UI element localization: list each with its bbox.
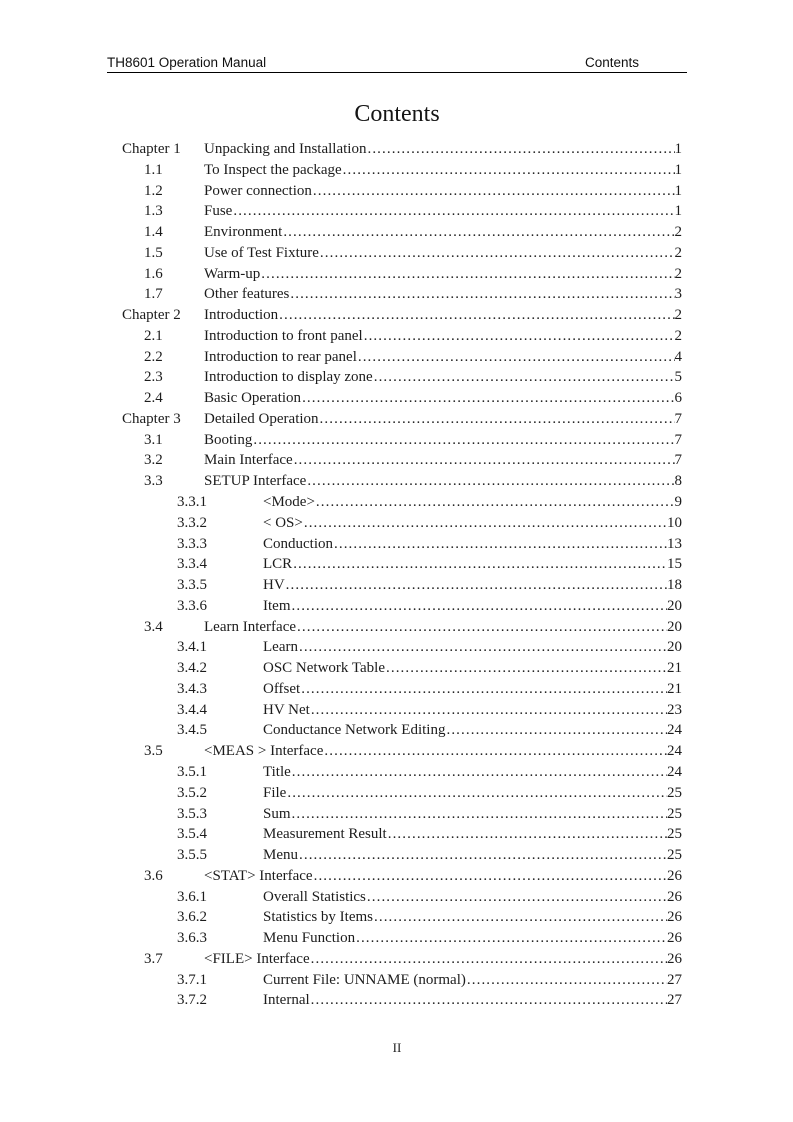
toc-entry-page: 26 <box>667 930 682 947</box>
header-rule <box>107 72 687 73</box>
toc-entry-title: Menu <box>263 847 298 864</box>
page-footer <box>107 1039 687 1056</box>
toc-entry-number: 3.6.3 <box>177 930 207 947</box>
toc-leader-dots <box>367 139 674 160</box>
toc-entry-page: 25 <box>667 826 682 843</box>
toc-entry-page: 26 <box>667 909 682 926</box>
toc-entry[interactable] <box>107 513 682 534</box>
toc-entry-title: Unpacking and Installation <box>204 141 367 157</box>
toc-leader-dots <box>290 284 674 305</box>
toc-leader-dots <box>307 471 674 492</box>
toc-leader-dots <box>320 243 675 264</box>
toc-entry-page: 6 <box>674 390 682 407</box>
toc-entry[interactable] <box>107 243 682 264</box>
toc-leader-dots <box>293 554 667 575</box>
toc-entry-title: Learn <box>263 639 298 656</box>
toc-entry[interactable] <box>107 949 682 970</box>
toc-entry-title: Main Interface <box>204 452 293 469</box>
toc-entry-page: 24 <box>667 722 682 739</box>
toc-entry-title: Measurement Result <box>263 826 387 843</box>
toc-entry-page: 7 <box>674 431 682 448</box>
toc-leader-dots <box>292 596 668 617</box>
toc-entry-title: Introduction to front panel <box>204 327 363 344</box>
toc-entry-title: Offset <box>263 680 301 697</box>
toc-entry-number: 3.5.3 <box>177 805 207 822</box>
toc-leader-dots <box>334 534 667 555</box>
toc-entry-page: 1 <box>674 141 682 157</box>
toc-entry-title: HV Net <box>263 701 310 718</box>
toc-entry-page: 25 <box>667 784 682 801</box>
toc-leader-dots <box>316 492 675 513</box>
toc-entry-number: 1.5 <box>144 244 163 261</box>
toc-entry-title: Internal <box>263 992 310 1009</box>
toc-entry-page: 24 <box>667 763 682 780</box>
toc-leader-dots <box>356 928 667 949</box>
toc-entry[interactable] <box>107 409 682 430</box>
toc-entry-title: Conductance Network Editing <box>263 722 446 739</box>
toc-entry[interactable] <box>107 741 682 762</box>
toc-entry-number: 3.4.4 <box>177 701 207 718</box>
toc-entry-title: <FILE> Interface <box>204 950 310 967</box>
toc-entry-number: 3.5 <box>144 743 163 760</box>
toc-entry[interactable] <box>107 367 682 388</box>
toc-entry-page: 25 <box>667 805 682 822</box>
toc-entry[interactable] <box>107 700 682 721</box>
toc-entry[interactable] <box>107 783 682 804</box>
toc-entry-title: To Inspect the package <box>204 161 342 178</box>
toc-entry[interactable] <box>107 887 682 908</box>
toc-leader-dots <box>374 367 675 388</box>
toc-entry-number: 3.3.3 <box>177 535 207 552</box>
toc-entry-title: Learn Interface <box>204 618 297 635</box>
toc-leader-dots <box>374 907 667 928</box>
toc-entry-title: Overall Statistics <box>263 888 366 905</box>
toc-entry[interactable] <box>107 575 682 596</box>
toc-entry-number: 3.4.2 <box>177 660 207 677</box>
toc-entry-page: 3 <box>674 286 682 303</box>
toc-entry-number: 3.3.4 <box>177 556 207 573</box>
toc-page-title: Contents <box>354 101 440 127</box>
toc-entry-page: 20 <box>667 639 682 656</box>
toc-entry-title: <MEAS > Interface <box>204 743 324 760</box>
toc-entry-title: Booting <box>204 431 253 448</box>
toc-entry-number: 1.6 <box>144 265 163 282</box>
toc-entry-page: 20 <box>667 618 682 635</box>
toc-entry[interactable] <box>107 222 682 243</box>
toc-entry[interactable] <box>107 264 682 285</box>
toc-entry-title: Current File: UNNAME (normal) <box>263 971 466 988</box>
toc-entry[interactable] <box>107 658 682 679</box>
toc-entry-title: Conduction <box>263 535 333 552</box>
toc-entry[interactable] <box>107 160 682 181</box>
toc-entry-title: Sum <box>263 805 291 822</box>
toc-leader-dots <box>311 949 667 970</box>
toc-entry-page: 23 <box>667 701 682 718</box>
toc-entry[interactable] <box>107 305 682 326</box>
toc-entry-page: 24 <box>667 743 682 760</box>
toc-leader-dots <box>299 845 667 866</box>
toc-entry[interactable] <box>107 388 682 409</box>
toc-entry-number: 3.7.2 <box>177 992 207 1009</box>
toc-entry-title: <STAT> Interface <box>204 867 313 884</box>
toc-entry-page: 2 <box>674 327 682 344</box>
toc-leader-dots <box>320 409 675 430</box>
toc-leader-dots <box>302 388 674 409</box>
toc-entry-page: 25 <box>667 847 682 864</box>
toc-entry-page: 7 <box>674 452 682 469</box>
toc-entry-number: 3.4.1 <box>177 639 207 656</box>
toc-leader-dots <box>283 222 674 243</box>
toc-leader-dots <box>261 264 674 285</box>
toc-entry-number: 3.1 <box>144 431 163 448</box>
toc-entry-page: 27 <box>667 992 682 1009</box>
toc-leader-dots <box>388 824 667 845</box>
toc-entry-page: 2 <box>674 244 682 261</box>
toc-leader-dots <box>286 575 667 596</box>
toc-leader-dots <box>279 305 674 326</box>
toc-entry-page: 21 <box>667 680 682 697</box>
toc-entry[interactable] <box>107 907 682 928</box>
toc-entry[interactable] <box>107 181 682 202</box>
toc-entry-page: 1 <box>674 161 682 178</box>
toc-entry-number: 3.7 <box>144 950 163 967</box>
toc-list <box>107 139 682 1011</box>
toc-entry[interactable] <box>107 284 682 305</box>
toc-entry-number: 3.5.1 <box>177 763 207 780</box>
toc-entry-page: 21 <box>667 660 682 677</box>
toc-entry-page: 10 <box>667 514 682 531</box>
toc-entry-number: 1.7 <box>144 286 163 303</box>
toc-entry[interactable] <box>107 201 682 222</box>
toc-entry-page: 26 <box>667 950 682 967</box>
toc-entry-number: 3.3.6 <box>177 597 207 614</box>
toc-leader-dots <box>301 679 667 700</box>
toc-leader-dots <box>324 741 667 762</box>
toc-entry[interactable] <box>107 990 682 1011</box>
toc-leader-dots <box>299 637 667 658</box>
toc-entry-number: 3.3.1 <box>177 494 207 511</box>
toc-leader-dots <box>364 326 675 347</box>
toc-entry[interactable] <box>107 866 682 887</box>
footer-page-number: II <box>392 1040 402 1055</box>
toc-entry[interactable] <box>107 430 682 451</box>
toc-entry-number: 3.3 <box>144 473 163 490</box>
toc-entry-page: 13 <box>667 535 682 552</box>
toc-entry[interactable] <box>107 347 682 368</box>
toc-leader-dots <box>311 990 667 1011</box>
toc-entry-page: 8 <box>674 473 682 490</box>
running-header <box>107 54 687 71</box>
toc-entry-number: 3.3.2 <box>177 514 207 531</box>
toc-leader-dots <box>358 347 675 368</box>
toc-leader-dots <box>294 450 675 471</box>
toc-entry-number: 1.4 <box>144 224 163 241</box>
toc-leader-dots <box>313 181 675 202</box>
toc-leader-dots <box>253 430 674 451</box>
toc-entry-number: 2.3 <box>144 369 163 386</box>
toc-entry-title: Warm-up <box>204 265 261 282</box>
toc-entry-page: 2 <box>674 265 682 282</box>
toc-entry[interactable] <box>107 554 682 575</box>
toc-leader-dots <box>311 700 667 721</box>
toc-entry[interactable] <box>107 492 682 513</box>
toc-entry-title: < OS> <box>263 514 303 531</box>
toc-entry-title: SETUP Interface <box>204 473 307 490</box>
toc-entry-page: 9 <box>674 494 682 511</box>
toc-leader-dots <box>292 804 667 825</box>
toc-entry[interactable] <box>107 970 682 991</box>
toc-entry-number: 2.2 <box>144 348 163 365</box>
toc-entry-page: 26 <box>667 888 682 905</box>
toc-entry-page: 5 <box>674 369 682 386</box>
toc-entry-number: 2.1 <box>144 327 163 344</box>
toc-entry-number: 3.4 <box>144 618 163 635</box>
toc-entry[interactable] <box>107 617 682 638</box>
toc-entry[interactable] <box>107 845 682 866</box>
toc-entry-number: 3.6.2 <box>177 909 207 926</box>
toc-leader-dots <box>292 762 667 783</box>
toc-entry-page: 2 <box>674 307 682 324</box>
toc-leader-dots <box>446 720 667 741</box>
toc-entry-number: Chapter 3 <box>122 410 181 427</box>
toc-leader-dots <box>314 866 667 887</box>
toc-entry-number: 3.4.5 <box>177 722 207 739</box>
toc-entry-title: Introduction to rear panel <box>204 348 357 365</box>
toc-entry-number: 1.2 <box>144 182 163 199</box>
toc-entry-page: 27 <box>667 971 682 988</box>
toc-leader-dots <box>367 887 667 908</box>
toc-entry-number: 3.7.1 <box>177 971 207 988</box>
toc-entry[interactable] <box>107 679 682 700</box>
toc-entry-number: Chapter 2 <box>122 307 181 324</box>
toc-entry[interactable] <box>107 928 682 949</box>
toc-entry-page: 2 <box>674 224 682 241</box>
toc-leader-dots <box>343 160 675 181</box>
toc-entry[interactable] <box>107 762 682 783</box>
toc-entry-page: 20 <box>667 597 682 614</box>
toc-entry-title: HV <box>263 577 285 594</box>
toc-entry-title: Basic Operation <box>204 390 302 407</box>
toc-entry-title: OSC Network Table <box>263 660 385 677</box>
toc-entry-number: 3.3.5 <box>177 577 207 594</box>
toc-entry-title: Statistics by Items <box>263 909 373 926</box>
toc-entry-title: Detailed Operation <box>204 410 319 427</box>
toc-entry-title: Introduction <box>204 307 279 324</box>
toc-entry-title: Fuse <box>204 203 233 220</box>
toc-entry-page: 1 <box>674 182 682 199</box>
header-manual-title: TH8601 Operation Manual <box>107 55 267 70</box>
toc-entry-number: 3.5.2 <box>177 784 207 801</box>
toc-entry-title: Introduction to display zone <box>204 369 373 386</box>
toc-entry-page: 15 <box>667 556 682 573</box>
toc-entry-number: 1.3 <box>144 203 163 220</box>
toc-leader-dots <box>467 970 667 991</box>
toc-entry-title: Power connection <box>204 182 312 199</box>
toc-leader-dots <box>297 617 667 638</box>
toc-leader-dots <box>233 201 674 222</box>
header-section-label: Contents <box>584 55 639 70</box>
toc-entry[interactable] <box>107 326 682 347</box>
toc-entry-number: 3.6 <box>144 867 163 884</box>
toc-entry-title: Use of Test Fixture <box>204 244 319 261</box>
toc-entry-title: Environment <box>204 224 283 241</box>
toc-entry-title: <Mode> <box>263 494 315 511</box>
toc-entry[interactable] <box>107 804 682 825</box>
toc-leader-dots <box>287 783 667 804</box>
toc-entry-number: 3.5.5 <box>177 847 207 864</box>
toc-entry[interactable] <box>107 596 682 617</box>
toc-entry-title: Item <box>263 597 291 614</box>
toc-entry-number: 1.1 <box>144 161 163 178</box>
toc-entry-title: Menu Function <box>263 930 356 947</box>
toc-entry-page: 4 <box>674 348 682 365</box>
toc-entry-page: 1 <box>674 203 682 220</box>
toc-entry[interactable] <box>107 450 682 471</box>
toc-entry-page: 26 <box>667 867 682 884</box>
toc-entry[interactable] <box>107 720 682 741</box>
toc-leader-dots <box>386 658 667 679</box>
toc-entry-title: Title <box>263 763 291 780</box>
toc-leader-dots <box>304 513 667 534</box>
toc-entry[interactable] <box>107 471 682 492</box>
toc-entry-number: Chapter 1 <box>122 141 181 157</box>
toc-entry-number: 3.6.1 <box>177 888 207 905</box>
toc-entry-title: LCR <box>263 556 293 573</box>
toc-entry-number: 3.2 <box>144 452 163 469</box>
toc-entry-number: 3.4.3 <box>177 680 207 697</box>
toc-entry-title: Other features <box>204 286 290 303</box>
toc-entry[interactable] <box>107 139 682 160</box>
toc-entry-number: 2.4 <box>144 390 163 407</box>
toc-entry-number: 3.5.4 <box>177 826 207 843</box>
toc-entry-page: 7 <box>674 410 682 427</box>
toc-entry[interactable] <box>107 824 682 845</box>
toc-entry[interactable] <box>107 637 682 658</box>
toc-entry-title: File <box>263 784 287 801</box>
toc-entry[interactable] <box>107 534 682 555</box>
toc-entry-page: 18 <box>667 577 682 594</box>
